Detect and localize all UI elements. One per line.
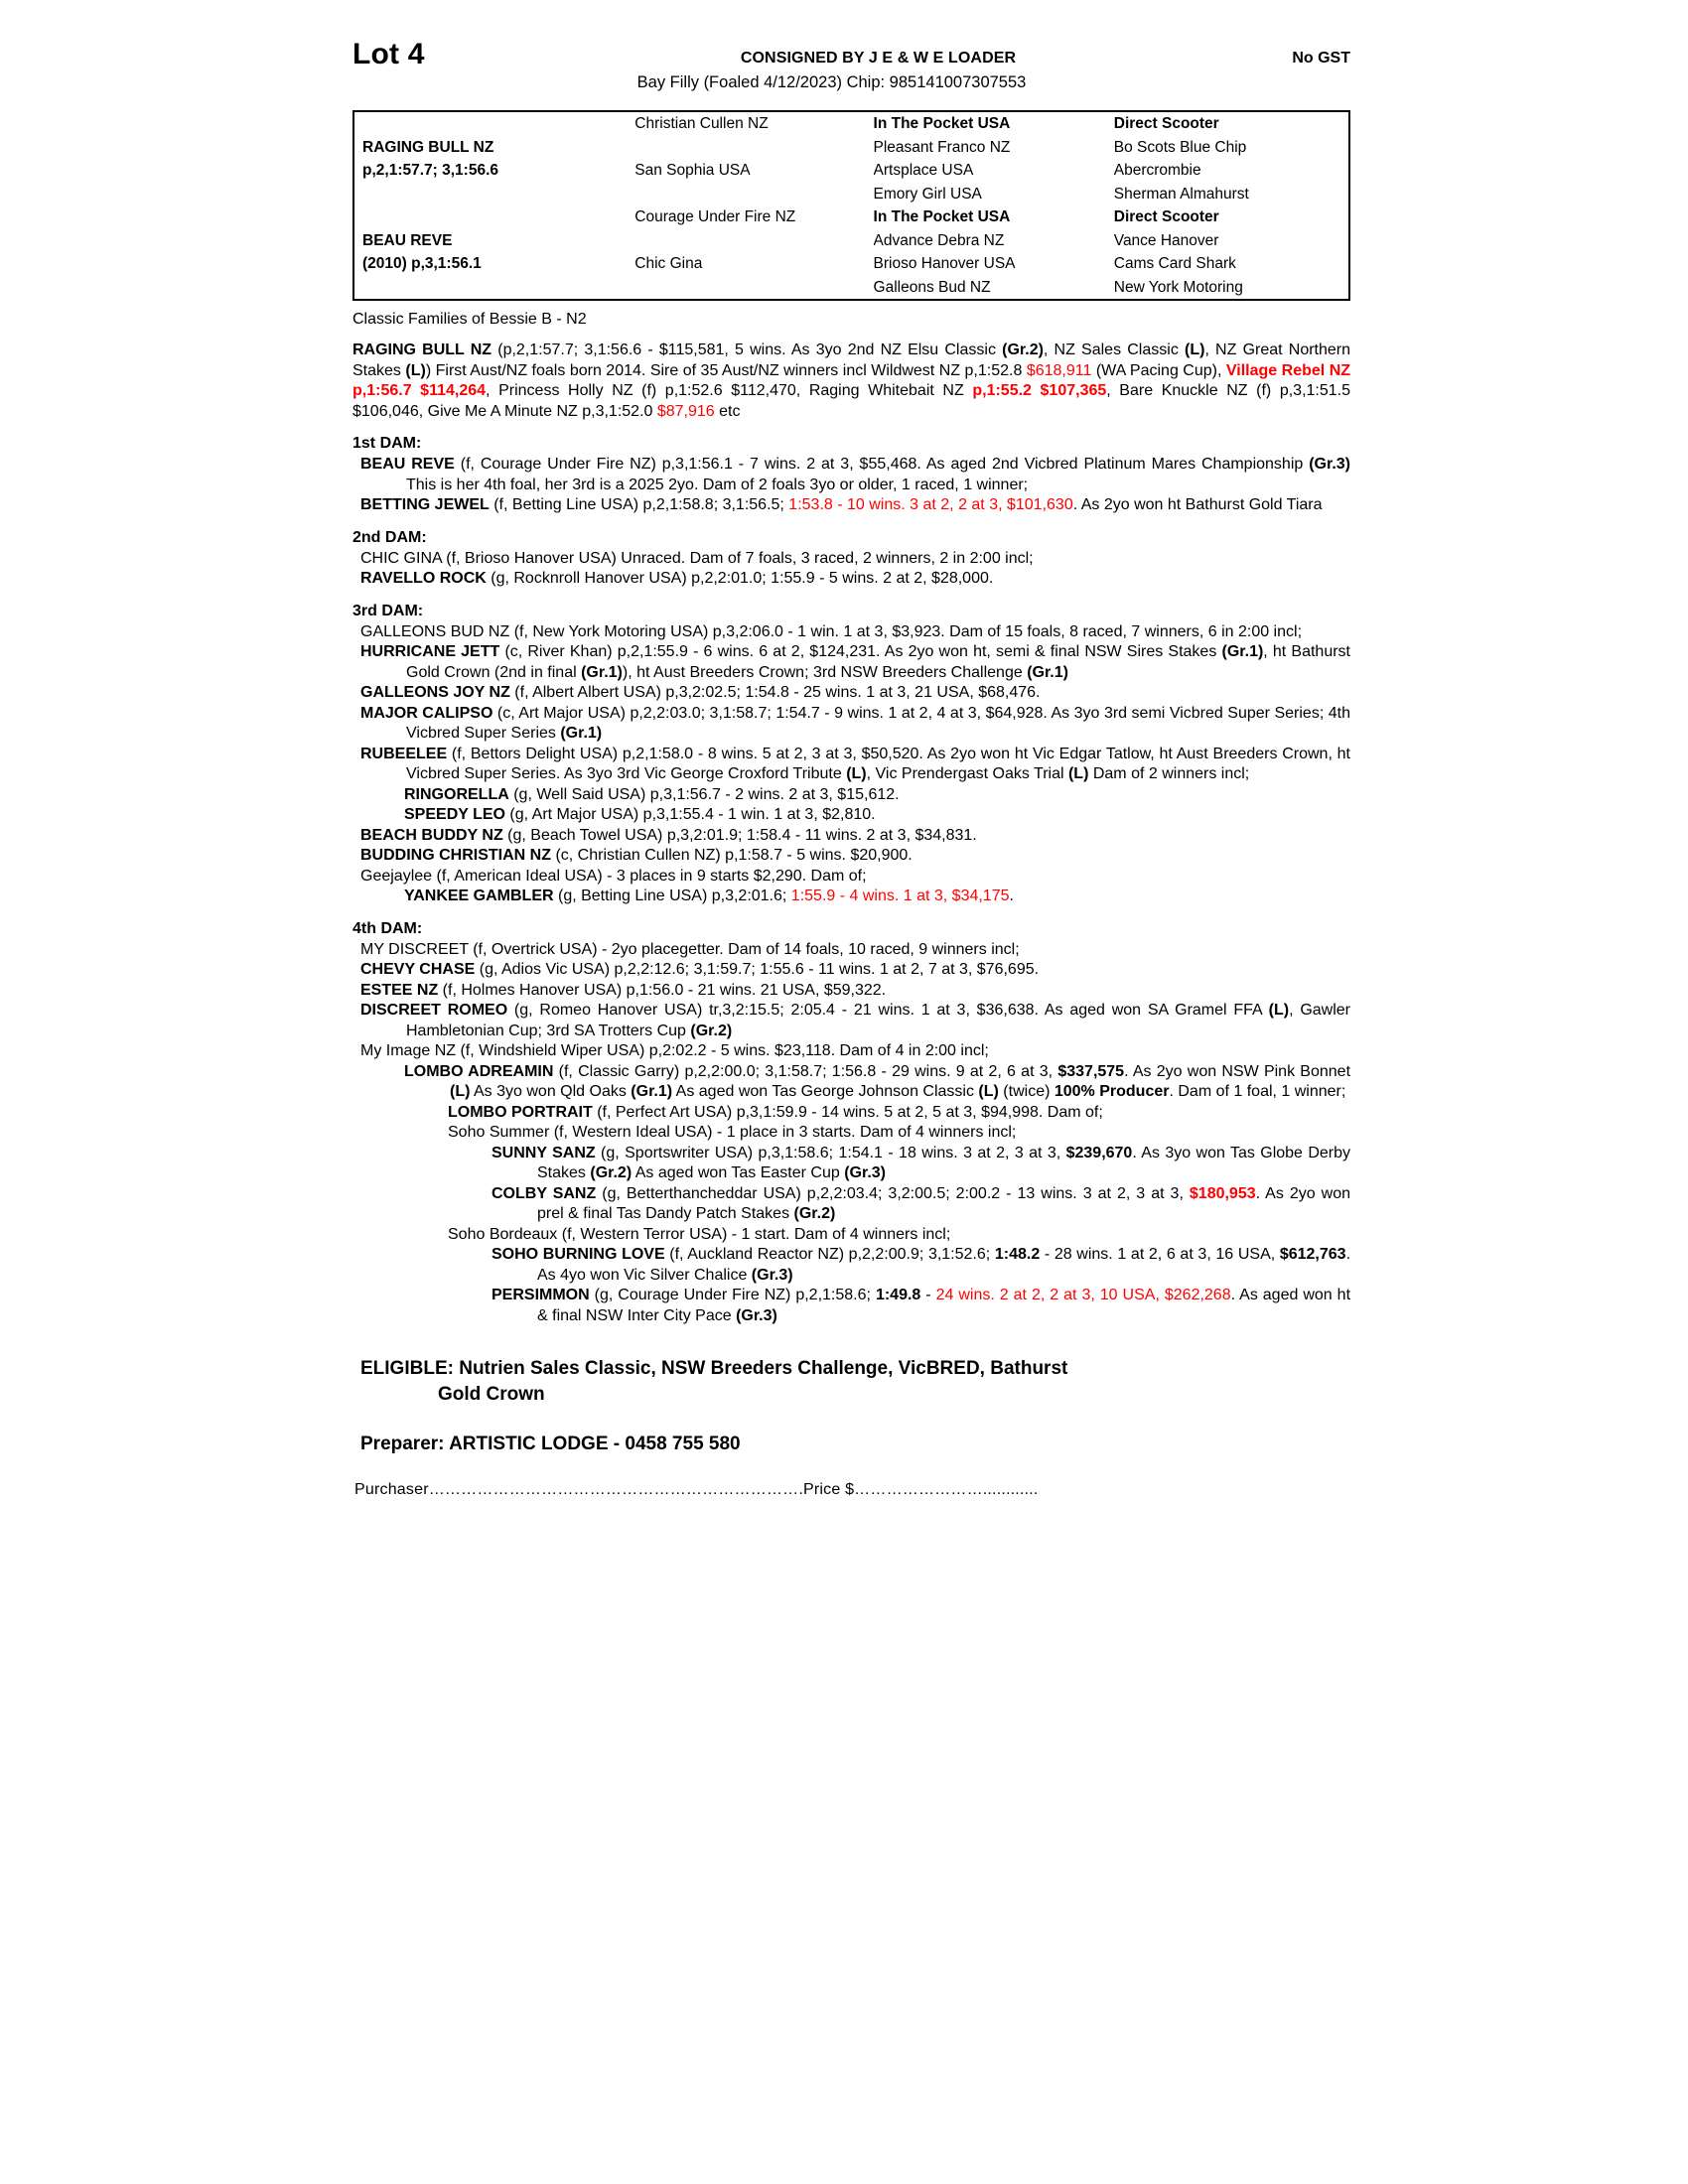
- sire-text-part-15: $87,916: [656, 402, 715, 420]
- entry-text-part-1: YANKEE GAMBLER: [404, 887, 554, 904]
- entry-text-part-4: .: [1009, 887, 1014, 904]
- pedigree-gg-dam-1: Direct Scooter: [1113, 115, 1219, 132]
- pedigree-table: [352, 110, 1350, 301]
- classic-families: Classic Families of Bessie B - N2: [352, 311, 587, 328]
- entry-text-part-1: CHIC GINA (f, Brioso Hanover USA) Unraced. Dam of 7 foals, 3 raced, 2 winners, 2 in 2:00 incl;: [360, 549, 1034, 567]
- pedigree-gg-sire-7: Brioso Hanover USA: [873, 255, 1016, 272]
- eligible-line2: Gold Crown: [438, 1384, 545, 1405]
- pedigree-entry: [352, 683, 1350, 704]
- entry-text-part-4: - 28 wins. 1 at 2, 6 at 3, 16 USA,: [1040, 1246, 1280, 1263]
- pedigree-gg-dam-2: Bo Scots Blue Chip: [1113, 138, 1247, 156]
- entry-text-part-3: 1:53.8 - 10 wins. 3 at 2, 2 at 3, $101,630: [788, 496, 1073, 513]
- dam-sire: Courage Under Fire NZ: [634, 208, 796, 225]
- entry-text-part-5: $612,763: [1279, 1246, 1346, 1263]
- entry-text-part-7: (Gr.3): [736, 1306, 777, 1324]
- pedigree-gg-sire-1: In The Pocket USA: [873, 115, 1011, 132]
- sire-text-part-5: (L): [1185, 341, 1205, 358]
- catalogue-sheet: [352, 40, 1350, 1499]
- entry-text-part-1: COLBY SANZ: [492, 1184, 597, 1202]
- pedigree-entry: [352, 846, 1350, 867]
- pedigree-entry: [352, 1103, 1350, 1124]
- entry-text-part-4: . As 2yo won prel & final Tas Dandy Patch Stakes: [537, 1184, 1350, 1222]
- entry-text-part-1: BETTING JEWEL: [360, 496, 490, 513]
- entry-text-part-2: (f, Albert Albert USA) p,3,2:02.5; 1:54.8 - 25 wins. 1 at 3, 21 USA, $68,476.: [509, 684, 1041, 701]
- lot-number: Lot 4: [352, 38, 425, 70]
- entry-text-part-1: DISCREET ROMEO: [360, 1002, 508, 1019]
- eligible-line1: ELIGIBLE: Nutrien Sales Classic, NSW Breeders Challenge, VicBRED, Bathurst: [360, 1358, 1068, 1379]
- gst-label: No GST: [1292, 50, 1350, 67]
- pedigree-entry: [352, 455, 1350, 495]
- pedigree-entry: [352, 785, 1350, 806]
- pedigree-entry: [352, 1286, 1350, 1326]
- sire-text-part-4: , NZ Sales Classic: [1043, 341, 1185, 358]
- pedigree-spacer: [362, 183, 634, 206]
- entry-text-part-2: (f, Auckland Reactor NZ) p,2,2:00.9; 3,1:52.6;: [664, 1246, 995, 1263]
- pedigree-entry: [352, 826, 1350, 847]
- pedigree-entry: [352, 704, 1350, 745]
- pedigree-gg-dam-5: Direct Scooter: [1113, 208, 1219, 225]
- page-header: [352, 40, 1350, 69]
- entry-text-part-1: HURRICANE JETT: [360, 643, 500, 660]
- entry-text-part-1: Geejaylee (f, American Ideal USA) - 3 places in 9 starts $2,290. Dam of;: [360, 867, 867, 885]
- entry-text-part-2: (g, Sportswriter USA) p,3,1:58.6; 1:54.1 - 18 wins. 3 at 2, 3 at 3,: [595, 1144, 1066, 1161]
- pedigree-gg-dam-3: Abercrombie: [1113, 162, 1201, 179]
- pedigree-col-great-grandsires: [874, 112, 1114, 299]
- sire-record: p,2,1:57.7; 3,1:56.6: [362, 162, 498, 179]
- pedigree-spacer: [362, 112, 634, 136]
- pedigree-entry: [352, 1001, 1350, 1041]
- entry-text-part-10: (twice): [998, 1083, 1055, 1100]
- entry-text-part-2: (c, River Khan) p,2,1:55.9 - 6 wins. 6 at 2, $124,231. As 2yo won ht, semi & final NSW Sires Stakes: [499, 643, 1222, 660]
- pedigree-spacer: [634, 276, 873, 300]
- entry-text-part-5: (Gr.1): [581, 663, 623, 681]
- pedigree-entry: [352, 549, 1350, 570]
- entry-text-part-2: (g, Beach Towel USA) p,3,2:01.9; 1:58.4 - 11 wins. 2 at 3, $34,831.: [502, 826, 977, 844]
- entry-text-part-12: . Dam of 1 foal, 1 winner;: [1169, 1083, 1346, 1100]
- entry-text-part-1: BEACH BUDDY NZ: [360, 826, 503, 844]
- entry-text-part-1: BUDDING CHRISTIAN NZ: [360, 847, 551, 864]
- pedigree-col-grandparents: [634, 112, 873, 299]
- eligible-block: [352, 1356, 1350, 1408]
- dam-dam: Chic Gina: [634, 255, 703, 272]
- pedigree-gg-dam-6: Vance Hanover: [1113, 231, 1219, 249]
- pedigree-entry: [352, 1245, 1350, 1286]
- dam-heading-4: 4th DAM:: [352, 919, 423, 937]
- pedigree-spacer: [634, 229, 873, 253]
- pedigree-spacer: [634, 183, 873, 206]
- pedigree-entry: [352, 887, 1350, 907]
- entry-text-part-2: (g, Well Said USA) p,3,1:56.7 - 2 wins. 2 at 3, $15,612.: [508, 785, 900, 803]
- pedigree-gg-sire-4: Emory Girl USA: [873, 185, 982, 203]
- entry-text-part-2: (g, Adios Vic USA) p,2,2:12.6; 3,1:59.7; 1:55.6 - 11 wins. 1 at 2, 7 at 3, $76,695.: [475, 961, 1040, 978]
- entry-text-part-4: . As 3yo won Tas Globe Derby Stakes: [537, 1144, 1351, 1181]
- pedigree-entry: [352, 1041, 1350, 1062]
- purchaser-line: Purchaser…………………………………………………………….Price $……………………............: [354, 1481, 1039, 1498]
- entry-text-part-1: CHEVY CHASE: [360, 961, 476, 978]
- entry-text-part-4: This is her 4th foal, her 3rd is a 2025 2yo. Dam of 2 foals 3yo or older, 1 raced, 1 winner;: [406, 476, 1029, 493]
- entry-text-part-3: 1:49.8: [875, 1287, 921, 1303]
- pedigree-entry: [352, 1062, 1350, 1103]
- entry-text-part-2: (g, Rocknroll Hanover USA) p,2,2:01.0; 1:55.9 - 5 wins. 2 at 2, $28,000.: [486, 570, 994, 587]
- pedigree-entry: [352, 960, 1350, 981]
- entry-text-part-1: LOMBO ADREAMIN: [404, 1062, 554, 1080]
- consignor-label: CONSIGNED BY J E & W E LOADER: [740, 50, 1017, 67]
- entry-text-part-6: As aged won Tas Easter Cup: [632, 1164, 845, 1181]
- pedigree-col-parents: [354, 112, 634, 299]
- entry-text-part-11: 100% Producer: [1054, 1083, 1170, 1100]
- pedigree-spacer: [634, 136, 873, 160]
- preparer-line: Preparer: ARTISTIC LODGE - 0458 755 580: [360, 1433, 741, 1454]
- pedigree-gg-sire-6: Advance Debra NZ: [873, 231, 1005, 249]
- pedigree-entry: [352, 745, 1350, 785]
- pedigree-entry: [352, 495, 1350, 516]
- entry-text-part-3: (Gr.1): [560, 725, 603, 742]
- entry-text-part-7: (Gr.3): [844, 1164, 887, 1181]
- pedigree-entry: [352, 642, 1350, 683]
- entry-text-part-3: (L): [1268, 1002, 1290, 1019]
- entry-text-part-2: (g, Art Major USA) p,3,1:55.4 - 1 win. 1 at 3, $2,810.: [504, 806, 876, 823]
- entry-text-part-3: $180,953: [1189, 1184, 1256, 1202]
- entry-text-part-1: RINGORELLA: [404, 785, 509, 803]
- pedigree-entry: [352, 940, 1350, 961]
- sire-text-part-14: , Bare Knuckle NZ (f) p,3,1:51.5 $106,046, Give Me A Minute NZ p,3,1:52.0: [352, 382, 1351, 420]
- sire-summary-paragraph: [352, 341, 1350, 422]
- entry-text-part-1: RAVELLO ROCK: [360, 570, 487, 587]
- entry-text-part-1: SPEEDY LEO: [404, 806, 505, 823]
- entry-text-part-1: BEAU REVE: [360, 456, 455, 473]
- entry-text-part-4: . As 2yo won ht Bathurst Gold Tiara: [1072, 496, 1323, 513]
- entry-text-part-1: ESTEE NZ: [360, 981, 439, 999]
- entry-text-part-8: As aged won Tas George Johnson Classic: [672, 1083, 979, 1100]
- entry-text-part-2: (f, Perfect Art USA) p,3,1:59.9 - 14 wins. 5 at 2, 5 at 3, $94,998. Dam of;: [592, 1103, 1103, 1121]
- pedigree-spacer: [362, 276, 634, 300]
- entry-text-part-6: Dam of 2 winners incl;: [1088, 765, 1250, 782]
- entry-text-part-3: $239,670: [1065, 1144, 1133, 1161]
- entry-text-part-4: , Gawler Hambletonian Cup; 3rd SA Trotters Cup: [406, 1002, 1350, 1039]
- entry-text-part-6: . As 4yo won Vic Silver Chalice: [537, 1246, 1351, 1284]
- dam-heading-2: 2nd DAM:: [352, 528, 427, 546]
- entry-text-part-9: (L): [978, 1083, 999, 1100]
- pedigree-entry: [352, 1144, 1350, 1184]
- dam-record: (2010) p,3,1:56.1: [362, 255, 482, 272]
- pedigree-gg-sire-8: Galleons Bud NZ: [873, 278, 991, 296]
- entry-text-part-5: (Gr.2): [690, 1022, 733, 1039]
- entry-text-part-1: SUNNY SANZ: [492, 1144, 596, 1161]
- dam-sections: [352, 435, 1350, 1326]
- pedigree-gg-sire-2: Pleasant Franco NZ: [873, 138, 1011, 156]
- entry-text-part-2: (g, Romeo Hanover USA) tr,3,2:15.5; 2:05.4 - 21 wins. 1 at 3, $36,638. As aged won SA Gramel FFA: [507, 1002, 1269, 1019]
- sire-text-part-10: (WA Pacing Cup),: [1091, 361, 1226, 379]
- sire-dam: San Sophia USA: [634, 162, 751, 179]
- pedigree-entry: [352, 622, 1350, 643]
- sire-text-part-13: p,1:55.2 $107,365: [972, 382, 1107, 399]
- entry-text-part-1: MY DISCREET (f, Overtrick USA) - 2yo placegetter. Dam of 14 foals, 10 raced, 9 winners incl;: [360, 940, 1020, 958]
- entry-text-part-1: GALLEONS JOY NZ: [360, 684, 510, 701]
- entry-text-part-1: My Image NZ (f, Windshield Wiper USA) p,2:02.2 - 5 wins. $23,118. Dam of 4 in 2:00 incl;: [360, 1042, 989, 1059]
- pedigree-entry: [352, 1123, 1350, 1144]
- entry-text-part-1: LOMBO PORTRAIT: [448, 1103, 593, 1121]
- entry-text-part-2: (c, Christian Cullen NZ) p,1:58.7 - 5 wins. $20,900.: [551, 847, 913, 864]
- sire-text-part-6: , NZ Great Northern Stakes: [352, 341, 1351, 379]
- entry-text-part-1: Soho Bordeaux (f, Western Terror USA) - 1 start. Dam of 4 winners incl;: [448, 1225, 951, 1243]
- pedigree-col-great-granddams: [1114, 112, 1348, 299]
- dam-heading-3: 3rd DAM:: [352, 602, 424, 619]
- entry-text-part-2: (g, Betting Line USA) p,3,2:01.6;: [553, 887, 791, 904]
- entry-text-part-5: (Gr.2): [590, 1164, 633, 1181]
- sire-text-part-8: ) First Aust/NZ foals born 2014. Sire of 35 Aust/NZ winners incl Wildwest NZ p,1:52.8: [425, 361, 1027, 379]
- entry-text-part-1: SOHO BURNING LOVE: [492, 1246, 665, 1263]
- sire-text-part-1: RAGING BULL NZ: [352, 341, 492, 358]
- entry-text-part-2: (c, Art Major USA) p,2,2:03.0; 3,1:58.7; 1:54.7 - 9 wins. 1 at 2, 4 at 3, $64,928. As 3yo 3rd semi Vicbred Super Series; 4th Vicbred Super Series: [406, 704, 1351, 742]
- entry-text-part-3: (Gr.3): [1309, 456, 1350, 473]
- entry-text-part-1: MAJOR CALIPSO: [360, 704, 493, 722]
- sire-text-part-12: , Princess Holly NZ (f) p,1:52.6 $112,470, Raging Whitebait NZ: [486, 382, 973, 399]
- entry-text-part-2: (g, Betterthancheddar USA) p,2,2:03.4; 3,2:00.5; 2:00.2 - 13 wins. 3 at 2, 3 at 3,: [596, 1184, 1190, 1202]
- entry-text-part-2: (f, Classic Garry) p,2,2:00.0; 3,1:58.7; 1:56.8 - 29 wins. 9 at 2, 6 at 3,: [553, 1062, 1058, 1080]
- pedigree-gg-sire-5: In The Pocket USA: [873, 208, 1011, 225]
- pedigree-entry: [352, 981, 1350, 1002]
- entry-text-part-1: GALLEONS BUD NZ (f, New York Motoring USA) p,3,2:06.0 - 1 win. 1 at 3, $3,923. Dam of 15 foals, 8 raced, 7 winners, 6 in 2:00 incl;: [360, 622, 1303, 640]
- sire-name: RAGING BULL NZ: [362, 138, 494, 156]
- entry-text-part-4: , ht Bathurst Gold Crown (2nd in final: [406, 643, 1350, 681]
- sire-text-part-3: (Gr.2): [1002, 341, 1044, 358]
- entry-text-part-5: 24 wins. 2 at 2, 2 at 3, 10 USA, $262,268: [935, 1287, 1231, 1303]
- entry-text-part-7: (Gr.1): [1027, 663, 1068, 681]
- dam-heading-1: 1st DAM:: [352, 435, 422, 452]
- entry-text-part-3: $337,575: [1057, 1062, 1125, 1080]
- pedigree-entry: [352, 867, 1350, 887]
- pedigree-gg-dam-8: New York Motoring: [1113, 278, 1243, 296]
- entry-text-part-5: (L): [1067, 765, 1089, 782]
- pedigree-gg-sire-3: Artsplace USA: [873, 162, 974, 179]
- entry-text-part-6: . As aged won ht & final NSW Inter City Pace: [537, 1287, 1351, 1324]
- pedigree-gg-dam-4: Sherman Almahurst: [1113, 185, 1249, 203]
- entry-text-part-4: -: [920, 1287, 936, 1303]
- sire-text-part-7: (L): [405, 361, 426, 379]
- entry-text-part-1: RUBEELEE: [360, 745, 448, 762]
- entry-text-part-3: (Gr.1): [1221, 643, 1264, 660]
- pedigree-entry: [352, 805, 1350, 826]
- entry-text-part-1: Soho Summer (f, Western Ideal USA) - 1 place in 3 starts. Dam of 4 winners incl;: [448, 1124, 1017, 1141]
- pedigree-gg-dam-7: Cams Card Shark: [1113, 255, 1236, 272]
- entry-text-part-1: PERSIMMON: [492, 1287, 590, 1303]
- sire-text-part-9: $618,911: [1026, 361, 1092, 379]
- entry-text-part-3: (L): [846, 765, 867, 782]
- pedigree-spacer: [362, 205, 634, 229]
- entry-text-part-2: (f, Holmes Hanover USA) p,1:56.0 - 21 wins. 21 USA, $59,322.: [438, 981, 887, 999]
- pedigree-entry: [352, 569, 1350, 590]
- entry-text-part-6: ), ht Aust Breeders Crown; 3rd NSW Breeders Challenge: [622, 663, 1028, 681]
- dam-name: BEAU REVE: [362, 231, 453, 249]
- entry-text-part-7: (Gr.3): [751, 1266, 793, 1284]
- sire-sire: Christian Cullen NZ: [634, 115, 769, 132]
- entry-text-part-5: (L): [450, 1083, 471, 1100]
- pedigree-entry: [352, 1225, 1350, 1246]
- horse-description: Bay Filly (Foaled 4/12/2023) Chip: 985141007307553: [636, 73, 1027, 91]
- sire-text-part-11: Village Rebel NZ p,1:56.7 $114,264: [352, 361, 1351, 399]
- entry-text-part-2: (f, Betting Line USA) p,2,1:58.8; 3,1:56.5;: [489, 496, 789, 513]
- entry-text-part-4: . As 2yo won NSW Pink Bonnet: [1124, 1062, 1351, 1080]
- entry-text-part-3: 1:55.9 - 4 wins. 1 at 3, $34,175: [790, 887, 1010, 904]
- pedigree-entry: [352, 1184, 1350, 1225]
- entry-text-part-4: , Vic Prendergast Oaks Trial: [866, 765, 1068, 782]
- entry-text-part-6: As 3yo won Qld Oaks: [470, 1083, 632, 1100]
- entry-text-part-2: (f, Bettors Delight USA) p,2,1:58.0 - 8 wins. 5 at 2, 3 at 3, $50,520. As 2yo won ht Vic Edgar Tatlow, ht Aust Breeders Crown, ht Vicbred Super Series. As 3yo 3rd Vic George Croxford Tribute: [406, 745, 1350, 782]
- sire-text-part-2: (p,2,1:57.7; 3,1:56.6 - $115,581, 5 wins. As 3yo 2nd NZ Elsu Classic: [492, 341, 1003, 358]
- entry-text-part-2: (g, Courage Under Fire NZ) p,2,1:58.6;: [589, 1287, 876, 1303]
- entry-text-part-5: (Gr.2): [793, 1205, 836, 1222]
- sire-text-part-16: etc: [714, 402, 741, 420]
- entry-text-part-2: (f, Courage Under Fire NZ) p,3,1:56.1 - 7 wins. 2 at 3, $55,468. As aged 2nd Vicbred Platinum Mares Championship: [454, 456, 1310, 473]
- entry-text-part-7: (Gr.1): [631, 1083, 673, 1100]
- entry-text-part-3: 1:48.2: [994, 1246, 1041, 1263]
